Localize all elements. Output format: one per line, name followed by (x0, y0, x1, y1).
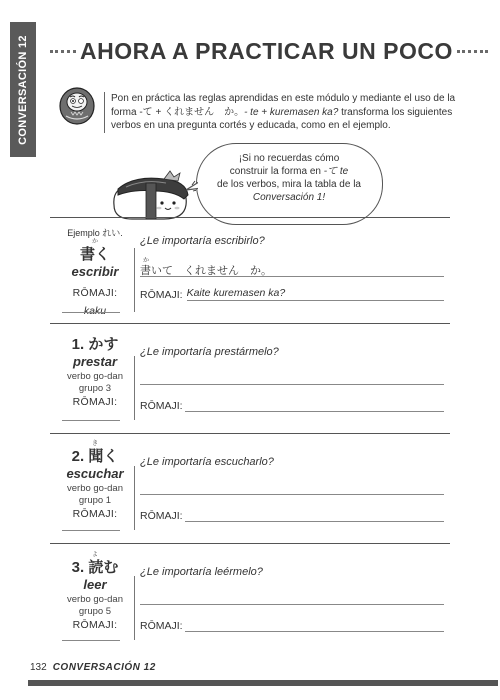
row-divider (50, 217, 450, 218)
tip-line-1: ¡Si no recuerdas cómo (238, 153, 340, 164)
exercise-answer-romaji-label: RŌMAJI: (140, 620, 183, 632)
example-answer-romaji-row (140, 287, 444, 301)
exercise-answer-input-line[interactable] (140, 494, 444, 495)
page-title-row (46, 35, 492, 67)
row-divider (50, 433, 450, 434)
exercise-verb-type: verbo go-dan (67, 483, 123, 494)
example-verb-es: escribir (71, 264, 119, 279)
exercise-romaji-input-line[interactable] (62, 640, 120, 641)
footer-bar (28, 680, 498, 686)
page-number: 132 (30, 662, 47, 673)
exercise-answer-romaji-row[interactable] (140, 620, 444, 632)
example-romaji-value: kaku (83, 305, 107, 317)
section-side-tab (10, 22, 36, 157)
exercise-answer-romaji-label: RŌMAJI: (140, 510, 183, 522)
exercise-verb-jp: 聞く (88, 448, 119, 465)
intro-paragraph (104, 92, 463, 133)
example-answer-furigana: か (143, 258, 150, 264)
column-divider (134, 576, 135, 640)
title-dots-right (457, 50, 488, 53)
exercise-romaji-label: RŌMAJI: (72, 619, 118, 631)
tip-line-2: construir la forma en (229, 166, 324, 177)
exercise-verb-es: prestar (72, 354, 118, 369)
tip-line-4: Conversación 1! (252, 192, 326, 203)
exercise-answer-input-line[interactable] (140, 384, 444, 385)
example-answer-line (140, 276, 444, 277)
exercise-verb-card (52, 441, 138, 520)
intro-text-jp: -て + くれません か。 (139, 106, 245, 118)
exercise-verb-jp: 読む (88, 559, 119, 576)
exercise-verb-type: verbo go-dan (67, 371, 123, 382)
tip-te-form: -て te (323, 166, 349, 177)
column-divider (134, 248, 135, 312)
example-answer-romaji-label: RŌMAJI: (140, 289, 183, 301)
page-title: AHORA A PRACTICAR UN POCO (80, 37, 453, 64)
exercise-verb-es: leer (83, 577, 107, 592)
intro-text-1: Pon en práctica las reglas aprendidas en este módulo y mediante el uso de la forma (111, 93, 456, 118)
exercise-question: ¿Le importaría escucharlo? (140, 456, 274, 468)
exercise-furigana: き (91, 441, 98, 447)
exercise-answer-romaji-input-line[interactable] (185, 621, 444, 632)
row-divider (50, 323, 450, 324)
side-tab-label: CONVERSACIÓN 12 (17, 34, 30, 145)
exercise-verb-jp: かす (88, 336, 119, 353)
exercise-verb-group: grupo 5 (78, 605, 112, 617)
column-divider (134, 356, 135, 420)
example-label: Ejemplo れい. (67, 228, 123, 238)
example-answer-jp: 書いて くれません か。 (140, 265, 272, 277)
page-footer (30, 662, 156, 673)
example-furigana: か (91, 239, 98, 245)
exercise-answer-romaji-row[interactable] (140, 400, 444, 412)
exercise-question: ¿Le importaría leérmelo? (140, 566, 263, 578)
example-romaji-underline (62, 312, 120, 313)
exercise-number: 2. (71, 448, 85, 465)
exercise-furigana: よ (91, 552, 98, 558)
daruma-icon (57, 82, 97, 126)
exercise-number: 3. (71, 559, 85, 576)
exercise-verb-card (52, 552, 138, 631)
intro-text-2: transforma los siguientes verbos en una pregunta cortés y educada, como en el ejemplo. (111, 106, 453, 131)
exercise-answer-romaji-input-line[interactable] (185, 401, 444, 412)
exercise-romaji-input-line[interactable] (62, 530, 120, 531)
example-verb-card (52, 226, 138, 317)
example-romaji-label: RŌMAJI: (72, 287, 118, 299)
tip-line-3: de los verbos, mira la tabla de la (217, 179, 361, 190)
exercise-romaji-label: RŌMAJI: (72, 508, 118, 520)
example-verb-jp: 書く (79, 246, 110, 263)
example-question: ¿Le importaría escribirlo? (140, 235, 265, 247)
exercise-verb-es: escuchar (66, 466, 124, 481)
exercise-verb-card (52, 336, 138, 408)
footer-section-title: CONVERSACIÓN 12 (52, 662, 156, 673)
exercise-question: ¿Le importaría prestármelo? (140, 346, 279, 358)
exercise-verb-group: grupo 1 (78, 494, 112, 506)
exercise-answer-romaji-row[interactable] (140, 510, 444, 522)
exercise-number: 1. (71, 336, 85, 353)
exercise-answer-romaji-input-line[interactable] (185, 511, 444, 522)
exercise-answer-input-line[interactable] (140, 604, 444, 605)
exercise-romaji-input-line[interactable] (62, 420, 120, 421)
exercise-verb-group: grupo 3 (78, 382, 112, 394)
exercise-verb-type: verbo go-dan (67, 594, 123, 605)
row-divider (50, 543, 450, 544)
exercise-answer-romaji-label: RŌMAJI: (140, 400, 183, 412)
example-answer-romaji: Kaite kuremasen ka? (187, 287, 444, 301)
column-divider (134, 466, 135, 530)
tip-text (212, 152, 366, 204)
exercise-romaji-label: RŌMAJI: (72, 396, 118, 408)
speech-bubble-tail (186, 178, 202, 194)
intro-text-romaji: - te + kuremasen ka? (244, 106, 339, 118)
title-dots-left (50, 50, 76, 53)
